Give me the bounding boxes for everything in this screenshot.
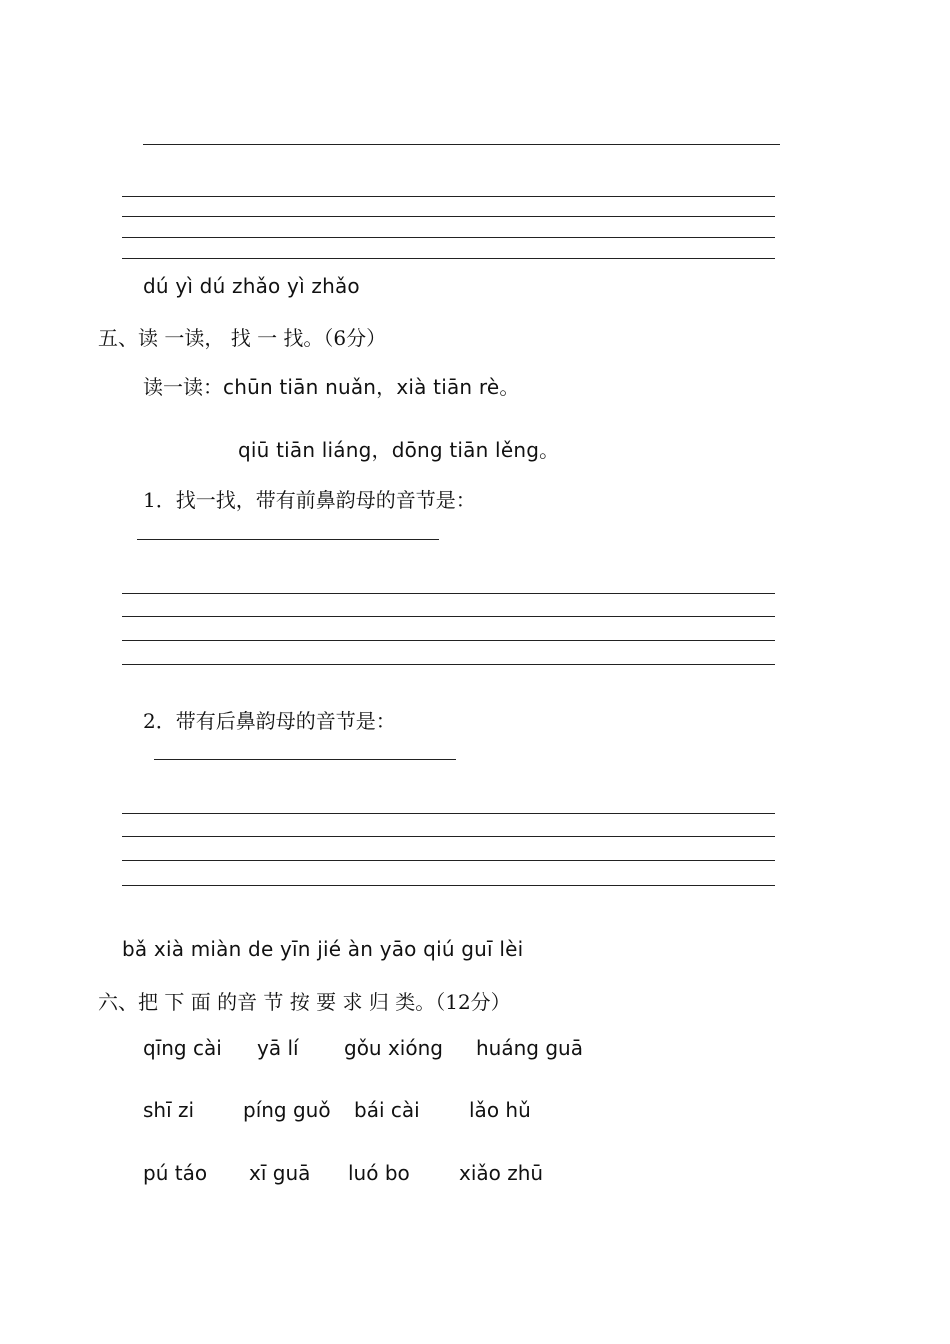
word-item: gǒu xióng [344, 1036, 443, 1060]
word-item: huáng guā [476, 1036, 583, 1060]
word-item: shī zi [143, 1098, 195, 1122]
word-item: xī guā [249, 1161, 311, 1185]
poem-line-2: qiū tiān liáng，dōng tiān lěng。 [238, 438, 560, 462]
word-item: yā lí [257, 1036, 299, 1060]
question-1: 1．找一找，带有前鼻韵母的音节是： [143, 488, 476, 512]
grid-line [122, 593, 775, 594]
grid-line [122, 196, 775, 197]
grid-line [122, 258, 775, 259]
grid-line [122, 885, 775, 886]
grid-line [122, 237, 775, 238]
word-item: luó bo [348, 1161, 410, 1185]
answer-line[interactable] [143, 144, 780, 145]
section-5-pinyin: dú yì dú zhǎo yì zhǎo [143, 274, 360, 298]
grid-line [122, 616, 775, 617]
word-item: lǎo hǔ [469, 1098, 531, 1122]
grid-line [122, 860, 775, 861]
word-item: xiǎo zhū [459, 1161, 544, 1185]
grid-line [122, 813, 775, 814]
word-item: qīng cài [143, 1036, 222, 1060]
section-6-pinyin: bǎ xià miàn de yīn jié àn yāo qiú guī lèi [122, 937, 524, 961]
grid-line [122, 216, 775, 217]
word-item: pú táo [143, 1161, 208, 1185]
grid-line [122, 836, 775, 837]
grid-line [122, 640, 775, 641]
answer-line-q1[interactable] [137, 539, 439, 540]
grid-line [122, 664, 775, 665]
word-item: píng guǒ [243, 1098, 331, 1122]
question-2: 2．带有后鼻韵母的音节是： [143, 709, 396, 733]
reading-line-1 [143, 371, 520, 400]
poem-line-1: chūn tiān nuǎn，xià tiān rè。 [223, 375, 520, 399]
answer-line-q2[interactable] [154, 759, 456, 760]
word-item: bái cài [354, 1098, 420, 1122]
section-6-title: 六、把 下 面 的音 节 按 要 求 归 类。（12分） [98, 990, 511, 1014]
section-5-title: 五、读 一读， 找 一 找。（6分） [98, 326, 387, 350]
read-label: 读一读： [143, 375, 223, 399]
